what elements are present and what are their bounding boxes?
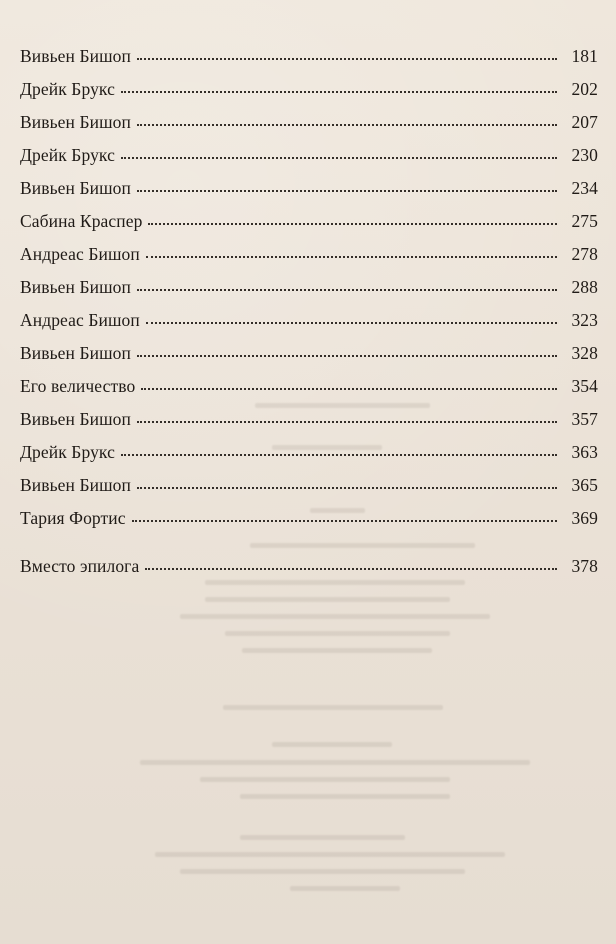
toc-entry xyxy=(20,370,598,403)
toc-entry xyxy=(20,469,598,502)
toc-entry xyxy=(20,40,598,73)
toc-entry-page: 181 xyxy=(571,46,598,66)
faint-reverse-text-line xyxy=(240,835,405,840)
toc-entry-title: Андреас Бишоп xyxy=(20,310,140,330)
faint-reverse-text-line xyxy=(242,648,432,653)
toc-entry-page: 365 xyxy=(571,475,598,495)
faint-reverse-text-line xyxy=(180,869,465,874)
toc-leader-dots xyxy=(141,387,557,390)
toc-entry-title: Тария Фортис xyxy=(20,508,126,528)
toc-entry-title: Дрейк Брукс xyxy=(20,145,115,165)
toc-entry-title: Вивьен Бишоп xyxy=(20,46,131,66)
toc-entry-page: 234 xyxy=(571,178,598,198)
toc-entry-title: Вместо эпилога xyxy=(20,556,140,576)
toc-entry xyxy=(20,106,598,139)
toc-entry-title: Вивьен Бишоп xyxy=(20,409,131,429)
toc-entry-title: Дрейк Брукс xyxy=(20,79,115,99)
toc-entry xyxy=(20,271,598,304)
toc-entry-page: 207 xyxy=(571,112,598,132)
toc-leader-dots xyxy=(121,90,557,93)
toc-entry-page: 288 xyxy=(571,277,598,297)
toc-entry-page: 278 xyxy=(571,244,598,264)
toc-leader-dots xyxy=(145,567,557,570)
toc-entry-title: Андреас Бишоп xyxy=(20,244,140,264)
toc-entry-page: 363 xyxy=(571,442,598,462)
toc-entry xyxy=(20,304,598,337)
toc-leader-dots xyxy=(137,189,557,192)
toc-entry-page: 328 xyxy=(571,343,598,363)
toc-leader-dots xyxy=(148,222,557,225)
faint-reverse-text-line xyxy=(223,705,443,710)
toc-entry-page: 323 xyxy=(571,310,598,330)
toc-entry-page: 354 xyxy=(571,376,598,396)
toc-leader-dots xyxy=(137,288,557,291)
faint-reverse-text-line xyxy=(290,886,400,891)
toc-entry xyxy=(20,172,598,205)
toc-entry-title: Дрейк Брукс xyxy=(20,442,115,462)
toc-leader-dots xyxy=(137,420,557,423)
toc-leader-dots xyxy=(137,486,557,489)
faint-reverse-text-line xyxy=(155,852,505,857)
toc-leader-dots xyxy=(146,255,557,258)
toc-entry-page: 369 xyxy=(571,508,598,528)
toc-entry xyxy=(20,502,598,535)
toc-entry-title: Вивьен Бишоп xyxy=(20,277,131,297)
toc-entry-page: 230 xyxy=(571,145,598,165)
toc-leader-dots xyxy=(137,123,557,126)
toc-leader-dots xyxy=(121,453,557,456)
toc-entry-title: Сабина Краспер xyxy=(20,211,143,231)
toc-leader-dots xyxy=(137,57,557,60)
toc-entry-title: Его величество xyxy=(20,376,136,396)
toc-entry-title: Вивьен Бишоп xyxy=(20,475,131,495)
toc-entry xyxy=(20,73,598,106)
toc-entry-title: Вивьен Бишоп xyxy=(20,112,131,132)
faint-reverse-text-line xyxy=(180,614,490,619)
toc-entry-epilogue xyxy=(20,550,598,583)
toc-entry-page: 357 xyxy=(571,409,598,429)
faint-reverse-text-line xyxy=(205,597,450,602)
toc-entry xyxy=(20,337,598,370)
toc-entry-page: 202 xyxy=(571,79,598,99)
toc-entry xyxy=(20,139,598,172)
toc-entry-title: Вивьен Бишоп xyxy=(20,343,131,363)
toc-entry xyxy=(20,403,598,436)
faint-reverse-text-line xyxy=(200,777,450,782)
toc-leader-dots xyxy=(137,354,557,357)
toc-entry-title: Вивьен Бишоп xyxy=(20,178,131,198)
toc-leader-dots xyxy=(132,519,557,522)
faint-reverse-text-line xyxy=(225,631,450,636)
faint-reverse-text-line xyxy=(240,794,450,799)
toc-leader-dots xyxy=(146,321,557,324)
toc-entry xyxy=(20,436,598,469)
toc-entry-page: 378 xyxy=(571,556,598,576)
toc-entry xyxy=(20,238,598,271)
toc-leader-dots xyxy=(121,156,557,159)
faint-reverse-text-line xyxy=(272,742,392,747)
toc-entry-page: 275 xyxy=(571,211,598,231)
toc-entry xyxy=(20,205,598,238)
table-of-contents xyxy=(20,40,598,583)
faint-reverse-text-line xyxy=(140,760,530,765)
